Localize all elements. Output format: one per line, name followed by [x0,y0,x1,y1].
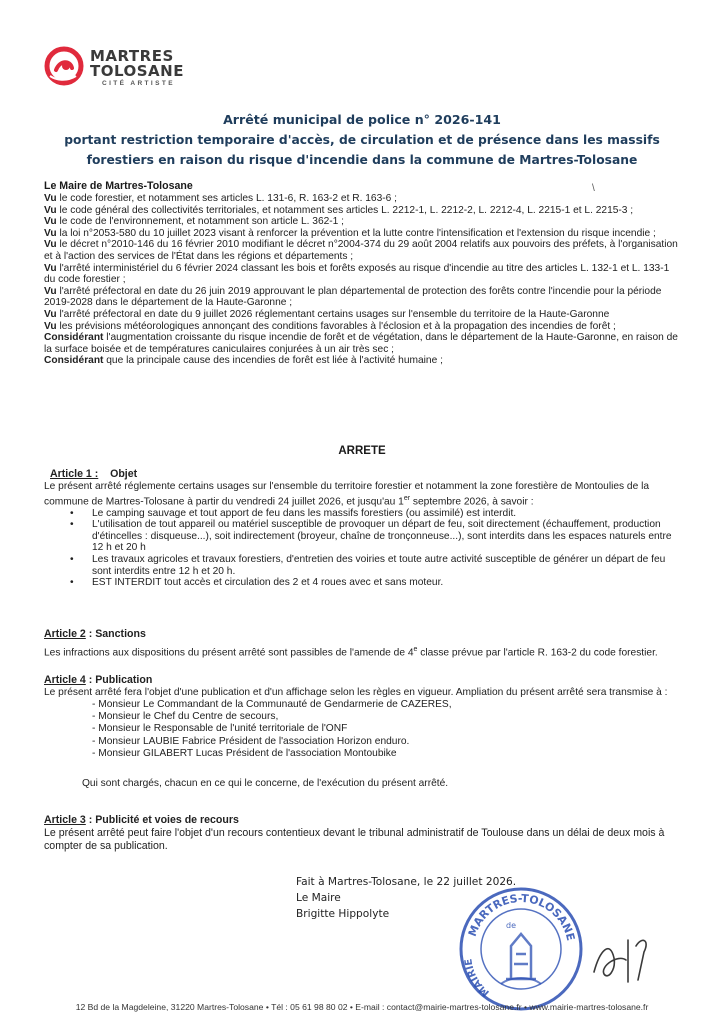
considerant-item: Vu l'arrêté interministériel du 6 février 2024 classant les bois et forêts exposés au risque d'incendie au titre des articles L. 132-1 et L. 133-1 du code forestier ; [44,262,670,286]
list-item: • L'utilisation de tout appareil ou matériel susceptible de provoquer un départ de feu, soit directement (échauffement, production d'étincelles : disqueuse...), soit indirectement (broyeur, chaîne de tronçonneuse...), sont interdits dans les espaces naturels entre 12 h et 20 h [92,519,680,554]
logo-name-line1: MARTRES [90,47,174,65]
article-4-title: Article 4 : Publication [44,674,153,686]
article-1-title: Article 1 : Objet [50,468,138,480]
svg-text:MAIRIE: MAIRIE [463,957,492,999]
considerant-item: Vu le décret n°2010-146 du 16 février 2010 modifiant le décret n°2004-374 du 29 août 2004 relatifs aux pouvoirs des préfets, à l'organisation et à l'action des services de l'État dans les régions et départements ; [44,239,678,262]
considerant-item: Considérant que la principale cause des incendies de forêt est liée à l'activité humaine ; [44,355,443,367]
logo-name-line2: TOLOSANE [90,62,184,80]
decree-subject-line1: portant restriction temporaire d'accès, de circulation et de présence dans les massifs [64,133,660,147]
signatory-name: Brigitte Hippolyte [296,908,390,920]
article-4-intro: Le présent arrêté fera l'objet d'une publication et d'un affichage selon les règles en vigueur. Ampliation du présent arrêté sera transmise à : [44,687,668,698]
place-date: Fait à Martres-Tolosane, le 22 juillet 2026. [296,876,517,888]
handwritten-signature [588,930,658,990]
official-seal-stamp [456,884,586,1014]
article-1 [44,468,680,589]
article-4-recipients [44,699,680,761]
list-item: - Monsieur le Responsable de l'unité territoriale de l'ONF [92,723,348,735]
list-item: - Monsieur GILABERT Lucas Président de l'association Montoubike [92,748,397,760]
considerant-item: Vu le code de l'environnement, et notamment son article L. 362-1 ; [44,216,344,228]
list-item: • EST INTERDIT tout accès et circulation des 2 et 4 roues avec et sans moteur. [92,577,680,589]
footer-contact: 12 Bd de la Magdeleine, 31220 Martres-Tolosane • Tél : 05 61 98 80 02 • E-mail : contact@mairie-martres-tolosane.fr • www.mairie-martres-tolosane.fr [75,1002,649,1012]
logo-tagline: CITÉ ARTISTE [102,80,175,87]
article-1-bullets [44,508,680,589]
stray-mark: \ [592,183,595,194]
decree-title [20,110,704,170]
municipal-logo [44,46,204,90]
logo-emblem-icon [44,46,84,86]
considerant-item: Vu l'arrêté préfectoral en date du 26 juin 2019 approuvant le plan départemental de protection des forêts contre l'incendie pour la période 2019-2028 dans le département de la Haute-Garonne ; [44,285,662,309]
signatory-role: Le Maire [296,892,341,904]
article-4 [44,674,680,789]
considerants-list [44,193,680,367]
article-2-title: Article 2 : Sanctions [44,628,146,640]
decree-number: Arrêté municipal de police n° 2026-141 [223,112,501,127]
list-item: - Monsieur Le Commandant de la Communauté de Gendarmerie de CAZERES, [92,698,452,710]
list-item: • Les travaux agricoles et travaux forestiers, d'entretien des voiries et toute autre activité susceptible de générer un départ de feu sont interdits entre 12 h et 20 h. [92,554,680,577]
svg-text:MARTRES-TOLOSANE: MARTRES-TOLOSANE [465,891,578,943]
considerant-item: Vu l'arrêté préfectoral en date du 9 juillet 2026 réglementant certains usages sur l'ensemble du territoire de la Haute-Garonne [44,308,610,320]
considerant-item: Considérant l'augmentation croissante du risque incendie de forêt et de végétation, dans le département de la Haute-Garonne, en raison de la surface boisée et de températures caniculaires conjurées à un air très sec ; [44,332,678,355]
article-3-text: Le présent arrêté peut faire l'objet d'un recours contentieux devant le tribunal administratif de Toulouse dans un délai de deux mois à compter de sa publication. [44,827,665,852]
decree-subject-line2: forestiers en raison du risque d'incendie dans la commune de Martres-Tolosane [86,153,638,167]
article-2-text: Les infractions aux dispositions du présent arrêté sont passibles de l'amende de 4e classe prévue par l'article R. 163-2 du code forestier. [44,646,658,659]
article-3 [44,814,680,853]
article-3-title: Article 3 : Publicité et voies de recours [44,814,239,826]
article-4-closing: Qui sont chargés, chacun en ce qui le concerne, de l'exécution du présent arrêté. [82,777,449,789]
considerant-item: Vu le code forestier, et notamment ses articles L. 131-6, R. 163-2 et R. 163-6 ; [44,193,397,204]
considerant-item: Vu la loi n°2053-580 du 10 juillet 2023 visant à renforcer la prévention et la lutte contre l'intensification et l'extension du risque incendie ; [44,227,656,239]
list-item: • Le camping sauvage et tout apport de feu dans les massifs forestiers (ou assimilé) est interdit. [92,508,680,520]
list-item: - Monsieur le Chef du Centre de secours, [92,711,279,722]
article-2 [44,628,680,659]
list-item: - Monsieur LAUBIE Fabrice Président de l'association Horizon enduro. [92,735,410,747]
mayor-heading: Le Maire de Martres-Tolosane [44,180,193,192]
considerant-item: Vu les prévisions météorologiques annonçant des conditions favorables à l'éclosion et à la propagation des incendies de forêt ; [44,320,616,332]
svg-text:de: de [506,921,516,930]
considerant-item: Vu le code général des collectivités territoriales, et notamment ses articles L. 2212-1, L. 2212-2, L. 2212-4, L. 2215-1 et L. 2215-3 ; [44,204,634,216]
article-1-intro: Le présent arrêté réglemente certains usages sur l'ensemble du territoire forestier et notamment la zone forestière de Montoulies de la commune de Martres-Tolosane à partir du vendredi 24 juillet 2026, et jusqu'au 1er septembre 2026, à savoir : [44,481,650,507]
arrete-heading: ARRETE [338,445,386,457]
